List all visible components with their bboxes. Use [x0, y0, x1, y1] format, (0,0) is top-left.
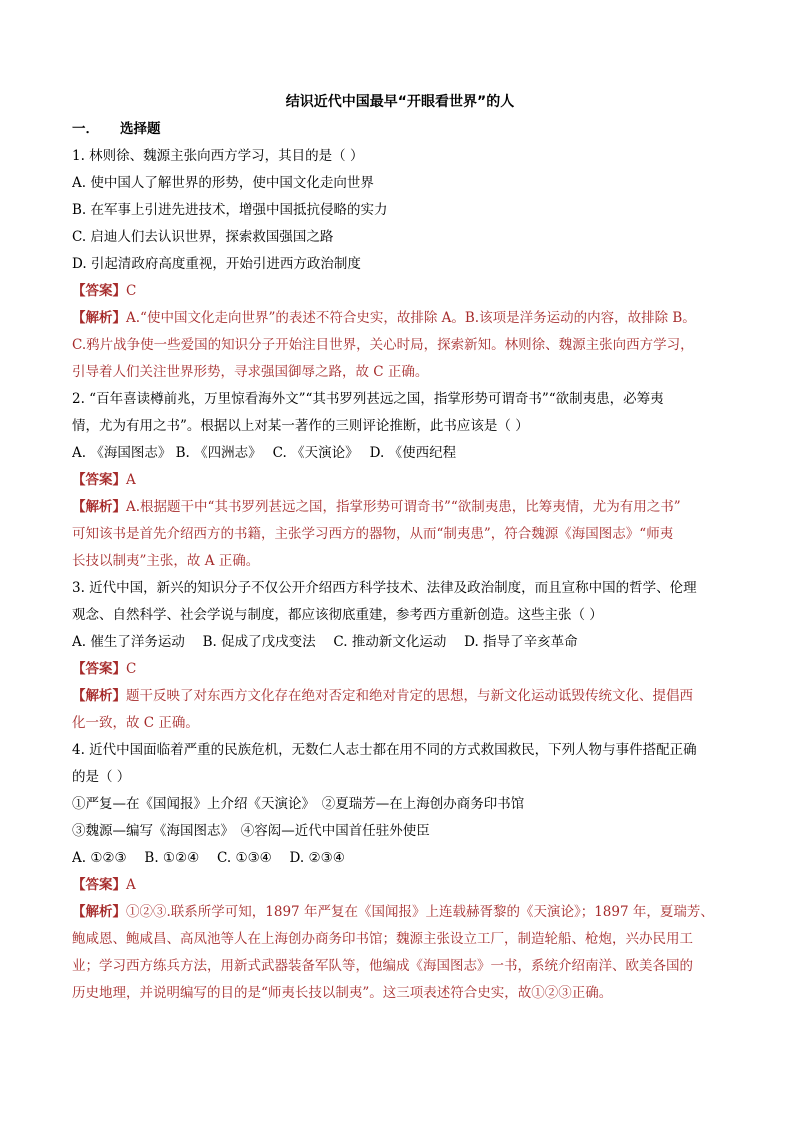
analysis-text: 化一致，故 C 正确。 — [72, 715, 199, 731]
answer-option: D. 引起清政府高度重视，开始引进西方政治制度 — [72, 256, 361, 272]
analysis-text: 鲍咸恩、鲍咸昌、高凤池等人在上海创办商务印书馆；魏源主张设立工厂，制造轮船、枪炮，兴办民用工 — [72, 931, 693, 947]
answer-value: C — [126, 283, 137, 299]
analysis-line — [72, 926, 728, 953]
answer-line — [72, 278, 728, 305]
analysis-text: 可知该书是首先介绍西方的书籍，主张学习西方的器物，从而“制夷患”，符合魏源《海国图志》“师夷 — [72, 526, 674, 542]
answer-line — [72, 467, 728, 494]
section-heading — [72, 116, 728, 143]
analysis-text: 引导着人们关注世界形势，寻求强国御辱之路，故 C 正确。 — [72, 364, 429, 380]
analysis-tag: 【解析】 — [72, 904, 126, 920]
question-stem-line: 观念、自然科学、社会学说与制度，都应该彻底重建，参考西方重新创造。这些主张（ ） — [72, 607, 603, 623]
question-stem-line: ③魏源—编写《海国图志》 ④容闳—近代中国首任驻外使臣 — [72, 823, 430, 839]
answer-option: C. 启迪人们去认识世界，探索救国强国之路 — [72, 229, 334, 245]
question-stem-line: 4. 近代中国面临着严重的民族危机，无数仁人志士都在用不同的方式救国救民，下列人物与事件搭配正确 — [72, 742, 697, 758]
analysis-line — [72, 683, 728, 710]
answer-option: A. 使中国人了解世界的形势，使中国文化走向世界 — [72, 175, 374, 191]
analysis-line — [72, 332, 728, 359]
analysis-text: A.“使中国文化走向世界”的表述不符合史实，故排除 A。B.该项是洋务运动的内容，故排除 B。 — [126, 310, 696, 326]
question-stem-line: 1. 林则徐、魏源主张向西方学习，其目的是（ ） — [72, 148, 364, 164]
answer-tag: 【答案】 — [72, 661, 126, 677]
answer-option: A. 催生了洋务运动 B. 促成了戊戌变法 C. 推动新文化运动 D. 指导了辛亥革命 — [72, 634, 578, 650]
answer-tag: 【答案】 — [72, 877, 126, 893]
analysis-line — [72, 359, 728, 386]
document-title: 结识近代中国最早“开眼看世界”的人 — [285, 94, 515, 110]
question-block — [72, 143, 728, 386]
section-number: 一． — [72, 121, 99, 137]
answer-tag: 【答案】 — [72, 283, 126, 299]
analysis-tag: 【解析】 — [72, 499, 126, 515]
analysis-line — [72, 305, 728, 332]
document-page — [72, 92, 728, 1007]
analysis-line — [72, 494, 728, 521]
section-label: 选择题 — [120, 121, 161, 137]
answer-value: A — [126, 472, 136, 488]
analysis-line — [72, 548, 728, 575]
question-block — [72, 737, 728, 1007]
analysis-text: 业；学习西方练兵方法，用新式武器装备军队等，他编成《海国图志》一书，系统介绍南洋、欧美各国的 — [72, 958, 693, 974]
analysis-line — [72, 710, 728, 737]
answer-option: B. 在军事上引进先进技术，增强中国抵抗侵略的实力 — [72, 202, 388, 218]
answer-value: A — [126, 877, 136, 893]
answer-option: A. ①②③ B. ①②④ C. ①③④ D. ②③④ — [72, 850, 345, 866]
question-list — [72, 143, 728, 1007]
question-stem-line: ①严复—在《国闻报》上介绍《天演论》 ②夏瑞芳—在上海创办商务印书馆 — [72, 796, 525, 812]
analysis-text: 历史地理，并说明编写的目的是“师夷长技以制夷”。这三项表述符合史实，故①②③正确。 — [72, 985, 613, 1001]
analysis-text: 题干反映了对东西方文化存在绝对否定和绝对肯定的思想，与新文化运动诋毁传统文化、提倡西 — [126, 688, 693, 704]
analysis-text: ①②③.联系所学可知，1897 年严复在《国闻报》上连载赫胥黎的《天演论》；1897 年，夏瑞芳、 — [126, 904, 714, 920]
answer-line — [72, 656, 728, 683]
analysis-line — [72, 953, 728, 980]
answer-option: A. 《海国图志》 B. 《四洲志》 C. 《天演论》 D. 《使西纪程 — [72, 445, 457, 461]
question-stem-line: 的是（ ） — [72, 769, 131, 785]
question-stem-line: 情，尤为有用之书”。根据以上对某一著作的三则评论推断，此书应该是（ ） — [72, 418, 529, 434]
question-block — [72, 386, 728, 575]
analysis-text: C.鸦片战争使一些爱国的知识分子开始注目世界，关心时局，探索新知。林则徐、魏源主张向西方学习， — [72, 337, 694, 353]
question-block — [72, 575, 728, 737]
analysis-line — [72, 980, 728, 1007]
analysis-tag: 【解析】 — [72, 688, 126, 704]
question-stem-line: 2. “百年喜读樽前兆，万里惊看海外文”“其书罗列甚远之国，指掌形势可谓奇书”“欲制夷患，必筹夷 — [72, 391, 664, 407]
analysis-tag: 【解析】 — [72, 310, 126, 326]
analysis-text: 长技以制夷”主张，故 A 正确。 — [72, 553, 260, 569]
analysis-line — [72, 521, 728, 548]
answer-tag: 【答案】 — [72, 472, 126, 488]
answer-value: C — [126, 661, 137, 677]
analysis-line — [72, 899, 728, 926]
question-stem-line: 3. 近代中国，新兴的知识分子不仅公开介绍西方科学技术、法律及政治制度，而且宣称中国的哲学、伦理 — [72, 580, 697, 596]
answer-line — [72, 872, 728, 899]
analysis-text: A.根据题干中“其书罗列甚远之国，指掌形势可谓奇书”“欲制夷患，比筹夷情，尤为有用之书” — [126, 499, 681, 515]
